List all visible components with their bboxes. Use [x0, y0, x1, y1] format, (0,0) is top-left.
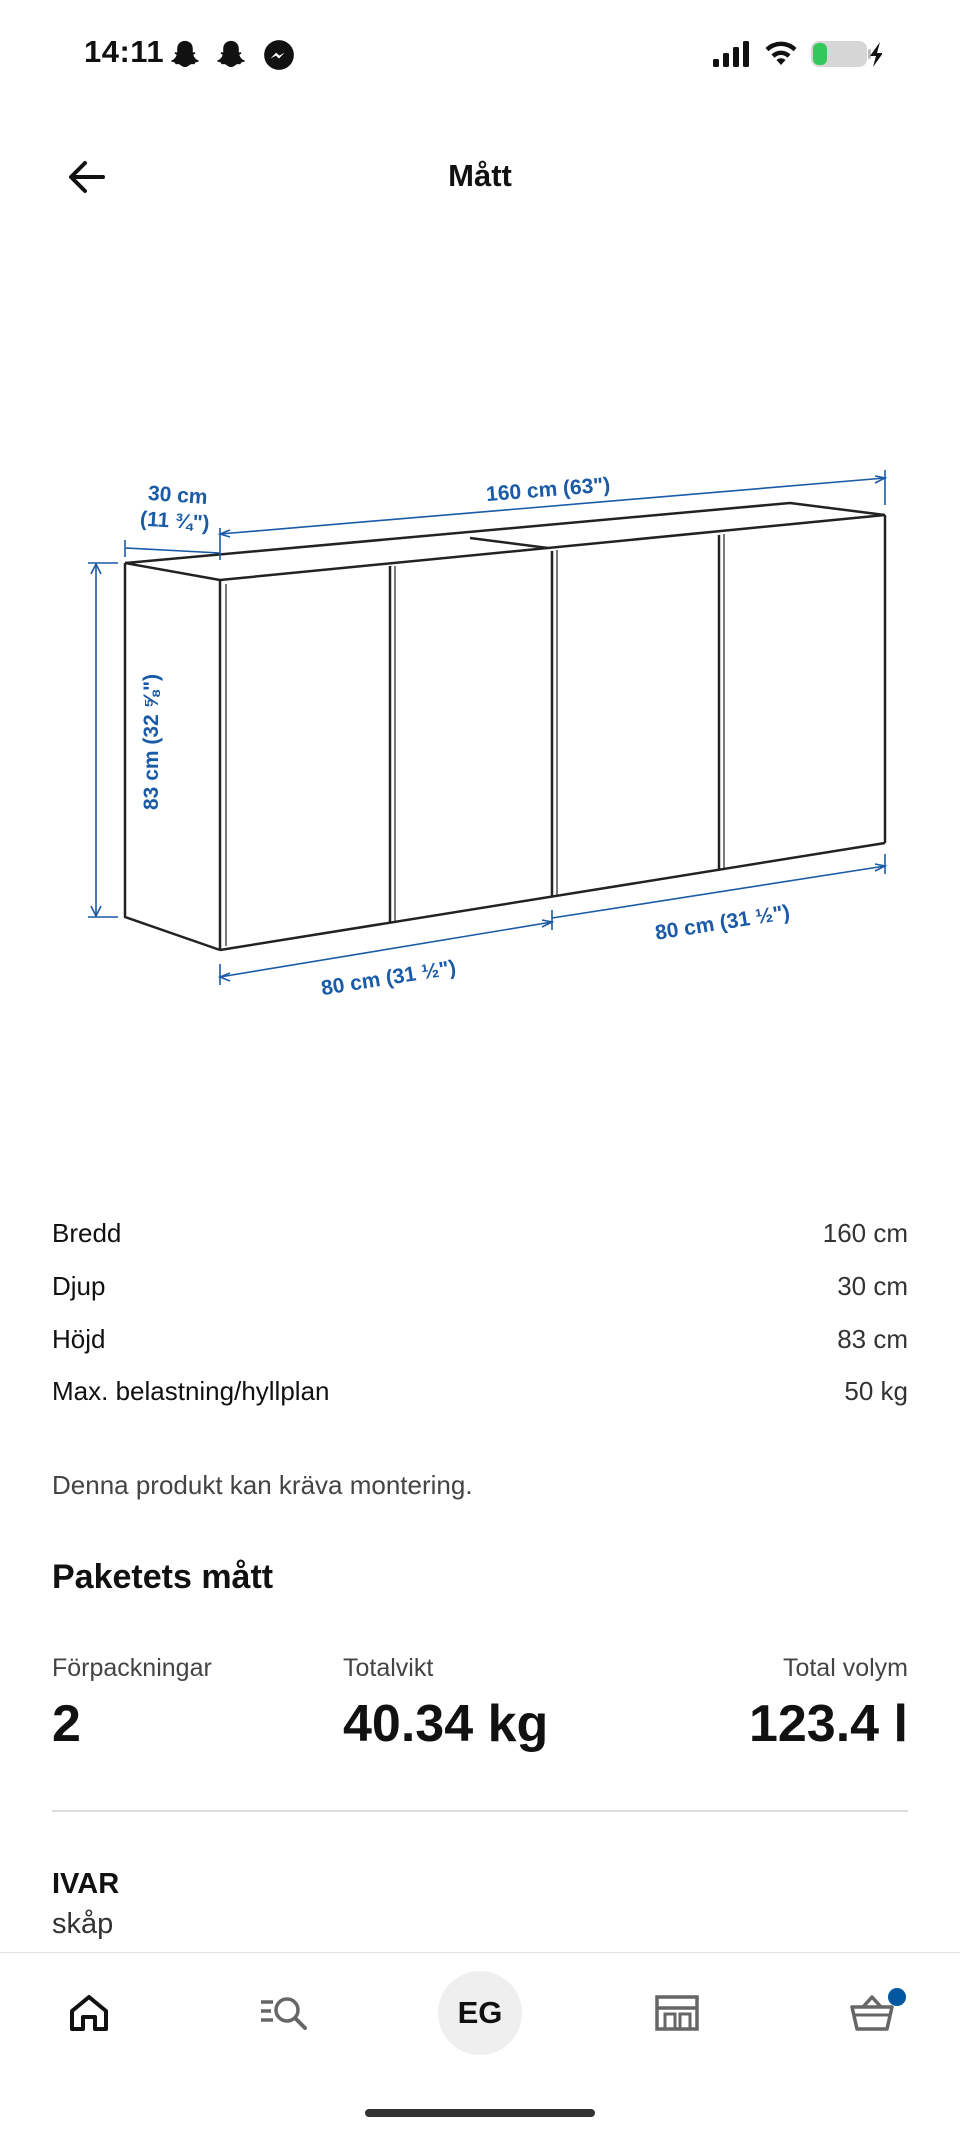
total-weight-value: 40.34 kg	[343, 1695, 549, 1753]
page-title: Mått	[448, 158, 512, 193]
search-icon	[259, 1993, 311, 2033]
spec-value: 160 cm	[822, 1218, 908, 1248]
total-weight-label: Totalvikt	[343, 1654, 434, 1682]
store-icon	[654, 1994, 700, 2032]
total-volume-label: Total volym	[782, 1654, 908, 1682]
wifi-icon	[762, 38, 800, 68]
spec-value: 83 cm	[837, 1324, 908, 1354]
signal-icon	[712, 40, 752, 68]
assembly-note: Denna produkt kan kräva montering.	[52, 1470, 473, 1500]
spec-row-max-load	[52, 1376, 908, 1416]
section-right-label: 80 cm (31 ½")	[653, 900, 792, 945]
snapchat-icon	[168, 38, 202, 72]
battery-charging-icon	[810, 38, 882, 70]
total-volume-value: 123.4 l	[748, 1695, 908, 1753]
nav-search[interactable]	[240, 1973, 330, 2053]
spec-label: Bredd	[52, 1218, 122, 1248]
packages-value: 2	[52, 1695, 81, 1753]
height-label: 83 cm (32 ⅝")	[140, 673, 163, 810]
packages-label: Förpackningar	[52, 1654, 212, 1682]
spec-value: 50 kg	[844, 1376, 908, 1406]
section-left-label: 80 cm (31 ½")	[319, 956, 458, 1001]
spec-row-height	[52, 1324, 908, 1364]
cabinet-outline	[125, 503, 885, 950]
home-indicator	[365, 2109, 595, 2117]
spec-label: Djup	[52, 1271, 106, 1301]
package-heading: Paketets mått	[52, 1558, 274, 1596]
product-type: skåp	[52, 1908, 114, 1940]
status-time: 14:11	[84, 34, 165, 69]
nav-stores[interactable]	[632, 1973, 722, 2053]
dimension-diagram	[60, 450, 900, 1010]
product-name: IVAR	[52, 1868, 120, 1900]
spec-row-depth	[52, 1271, 908, 1311]
spec-label: Höjd	[52, 1324, 106, 1354]
spec-label: Max. belastning/hyllplan	[52, 1376, 330, 1406]
nav-cart[interactable]	[827, 1973, 917, 2053]
messenger-icon	[262, 38, 296, 72]
cart-badge	[888, 1988, 906, 2006]
spec-row-width	[52, 1218, 908, 1258]
divider	[52, 1810, 908, 1812]
home-icon	[68, 1993, 110, 2033]
snapchat-icon-2	[214, 38, 248, 72]
avatar: EG	[438, 1971, 522, 2055]
depth-label-line1: 30 cm	[147, 481, 209, 510]
depth-label-line2: (11 ¾")	[139, 507, 211, 536]
nav-profile[interactable]	[435, 1971, 525, 2055]
nav-home[interactable]	[44, 1973, 134, 2053]
spec-value: 30 cm	[837, 1271, 908, 1301]
width-label: 160 cm (63")	[485, 473, 612, 507]
